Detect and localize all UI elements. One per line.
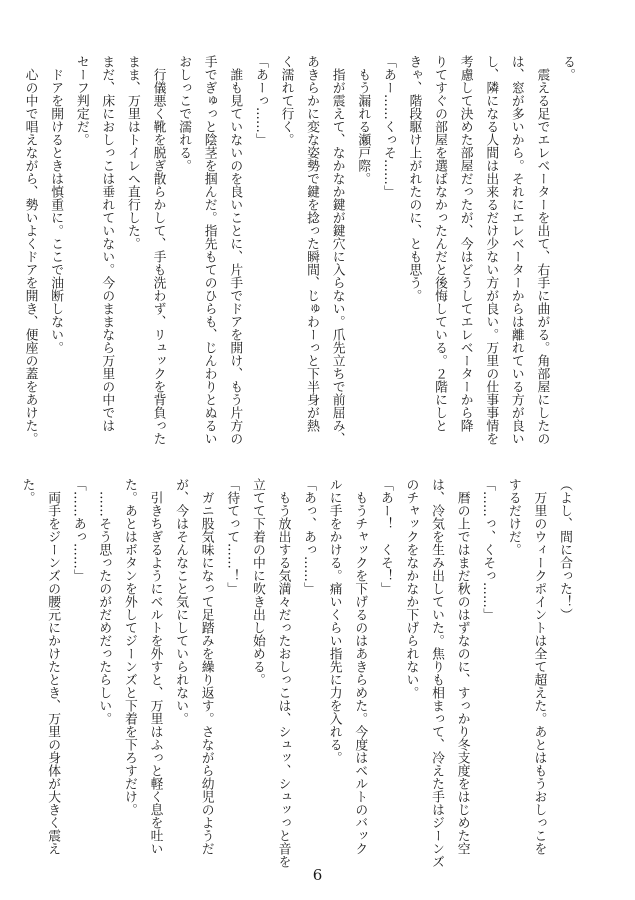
text-line: た。 xyxy=(19,478,35,504)
text-line: 暦の上ではまだ秋のはずなのに、すっかり冬支度をはじめた空 xyxy=(454,478,470,855)
text-line: は、窓が多いから。それにエレベーターからは離れている方が良い xyxy=(508,55,524,445)
dialogue-line: 「……っ、くそっ……」 xyxy=(480,478,496,621)
text-line: く濡れて行く。 xyxy=(278,55,294,146)
dialogue-line: 「あー！ くそ！」 xyxy=(377,478,393,595)
text-line: まだ、床におしっこは垂れていない。今のままなら万里の中では xyxy=(99,55,115,432)
text-line: 誰も見ていないのを良いことに、片手でドアを開け、もう片方の xyxy=(227,55,243,445)
text-line: 指が震えて、なかなか鍵が鍵穴に入らない。爪先立ちで前屈み、 xyxy=(329,55,345,445)
text-line: 万里のウィークポイントは全て超えた。あとはもうおしっこを xyxy=(531,478,547,855)
text-line: 考慮して決めた部屋だったが、今はどうしてエレベーターから降 xyxy=(457,55,473,432)
page-number: 6 xyxy=(312,866,323,884)
text-line: あきらかに変な姿勢で鍵を捻った瞬間、じゅわーっと下半身が熱 xyxy=(304,55,320,432)
text-line: 手でぎゅっと陰茎を掴んだ。指先もてのひらも、じんわりとぬるい xyxy=(201,55,217,445)
text-line: ……そう思ったのがだめだったらしい。 xyxy=(96,478,112,725)
top-text-block xyxy=(17,55,580,445)
text-line: 引きちぎるようにベルトを外すと、万里はふっと軽く息を吐い xyxy=(147,478,163,855)
text-line: 両手をジーンズの腰元にかけたとき、万里の身体が大きく震え xyxy=(45,478,61,855)
dialogue-line: 「あっ、あっ……」 xyxy=(301,478,317,595)
text-line: りてすぐの部屋を選ばなかったんだと後悔している。２階にしと xyxy=(432,55,448,432)
text-line: まま、万里はトイレへ直行した。 xyxy=(124,55,140,250)
text-line: セーフ判定だ。 xyxy=(73,55,89,146)
dialogue-line: 「……あっ……」 xyxy=(70,478,86,582)
text-line: 震える足でエレベーターを出て、右手に曲がる。角部屋にしたの xyxy=(534,55,550,445)
text-line: 心の中で唱えながら、勢いよくドアを開き、便座の蓋をあけた。 xyxy=(22,55,38,445)
text-line: 行儀悪く靴を脱ぎ散らかして、手も洗わず、リュックを背負った xyxy=(150,55,166,445)
text-line: た。あとはボタンを外してジーンズと下着を下ろすだけ。 xyxy=(121,478,137,816)
text-line: は、冷気を生み出していた。焦りも相まって、冷えた手はジーンズ xyxy=(429,478,445,868)
bottom-text-block xyxy=(14,478,577,868)
text-line: おしっこで濡れる。 xyxy=(176,55,192,172)
text-line: し、隣になる人間は出来るだけ少ない方が良い。万里の仕事事情を xyxy=(483,55,499,445)
text-line: ルに手をかける。痛いくらい指先に力を入れる。 xyxy=(326,478,342,764)
text-line: のチャックをなかなか下げられない。 xyxy=(403,478,419,699)
text-line: きゃ、階段駆け上がれたのに、とも思う。 xyxy=(406,55,422,302)
text-line: る。 xyxy=(560,55,575,81)
text-line: するだけだ。 xyxy=(505,478,521,556)
text-line: が、今はそんなこと気にしていられない。 xyxy=(173,478,189,725)
text-line: 立てて下着の中に吹き出し始める。 xyxy=(249,478,265,686)
dialogue-line: 「あー……くっそ……」 xyxy=(380,55,396,198)
text-line: ドアを開けるときは慎重に。ここで油断しない。 xyxy=(48,55,64,354)
text-line: もうチャックを下げるのはあきらめた。今度はベルトのバック xyxy=(352,478,368,855)
dialogue-line: 「待てって……！」 xyxy=(224,478,240,595)
dialogue-line: 「あーっ……」 xyxy=(252,55,268,146)
text-line: （よし、間に合った！） xyxy=(557,478,572,621)
text-line: もう放出する気満々だったおしっこは、シュッ、シュッっと音を xyxy=(275,478,291,868)
text-line: もう漏れる瀬戸際。 xyxy=(355,55,371,185)
text-line: ガニ股気味になって足踏みを繰り返す。さながら幼児のようだ xyxy=(198,478,214,855)
